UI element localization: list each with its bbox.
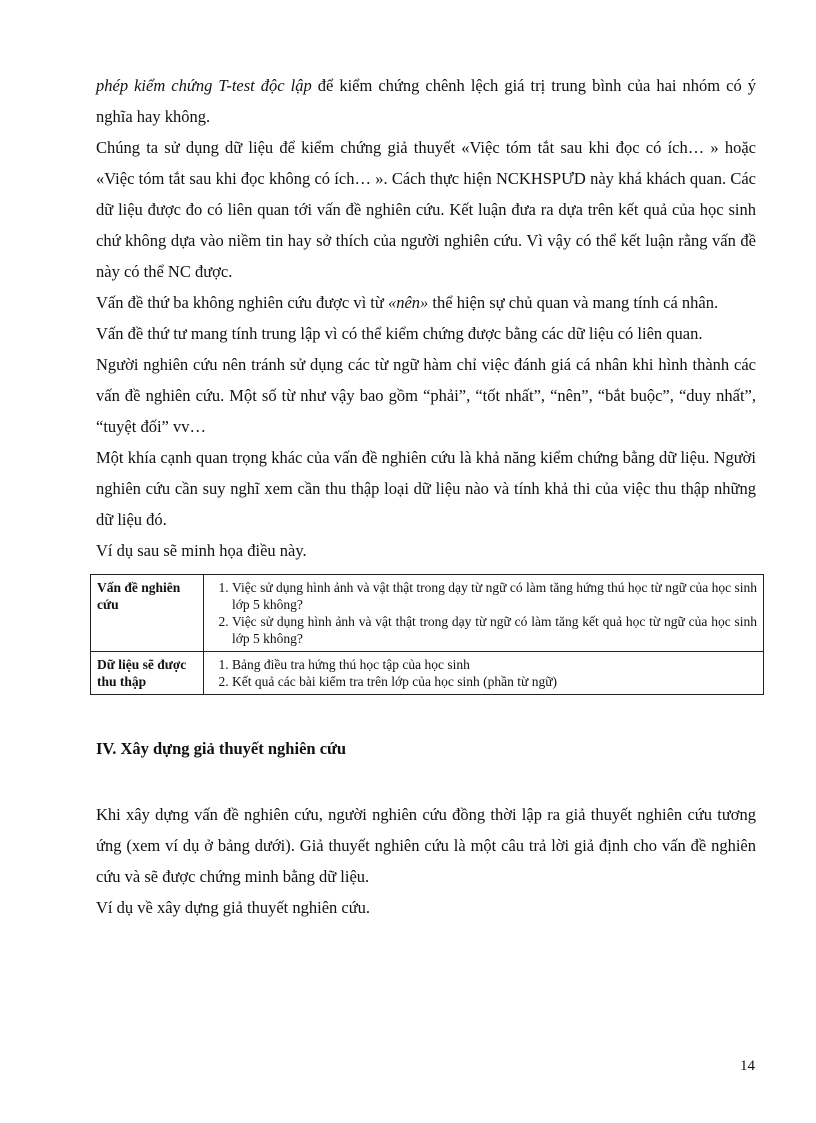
paragraph-8: Khi xây dựng vấn đề nghiên cứu, người nghiên cứu đồng thời lập ra giả thuyết nghiên cứu tương ứng (xem ví dụ ở bảng dưới). Giả thuyết nghiên cứu là một câu trả lời giả định cho vấn đề nghiên cứu và sẽ được chứng minh bằng dữ liệu.: [96, 805, 756, 886]
example-table: [90, 574, 764, 695]
list-item: 2. Kết quả các bài kiểm tra trên lớp của học sinh (phần từ ngữ): [232, 673, 757, 690]
section-heading: IV. Xây dựng giả thuyết nghiên cứu: [96, 739, 347, 758]
paragraph-6: Một khía cạnh quan trọng khác của vấn đề nghiên cứu là khả năng kiểm chứng bằng dữ liệu. Người nghiên cứu cần suy nghĩ xem cần thu thập loại dữ liệu nào và tính khả thi của việc thu thập những dữ liệu đó.: [96, 448, 756, 529]
italic-word: «nên»: [387, 293, 429, 312]
table-header-cell: Vấn đề nghiên cứu: [91, 575, 204, 652]
table-header-cell: Dữ liệu sẽ được thu thập: [91, 652, 204, 695]
paragraph-3: Vấn đề thứ ba không nghiên cứu được vì từ «nên» thể hiện sự chủ quan và mang tính cá nhân.: [96, 293, 719, 312]
list-item: 1. Bảng điều tra hứng thú học tập của học sinh: [232, 656, 757, 673]
table-row: [91, 652, 764, 695]
italic-term: phép kiểm chứng T-test độc lập: [96, 76, 312, 95]
page-number: 14: [740, 1058, 755, 1074]
list-item: 2. Việc sử dụng hình ảnh và vật thật trong dạy từ ngữ có làm tăng kết quả học từ ngữ của học sinh lớp 5 không?: [232, 613, 757, 647]
paragraph-4: Vấn đề thứ tư mang tính trung lập vì có thể kiểm chứng được bằng các dữ liệu có liên quan.: [96, 324, 703, 343]
paragraph-1: phép kiểm chứng T-test độc lập để kiểm chứng chênh lệch giá trị trung bình của hai nhóm có ý nghĩa hay không.: [96, 76, 757, 126]
table-row: [91, 575, 764, 652]
paragraph-2: Chúng ta sử dụng dữ liệu để kiểm chứng giả thuyết «Việc tóm tắt sau khi đọc có ích… » hoặc «Việc tóm tắt sau khi đọc không có ích… ». Cách thực hiện NCKHSPƯD này khá khách quan. Các dữ liệu được đo có liên quan tới vấn đề nghiên cứu. Kết luận đưa ra dựa trên kết quả của học sinh chứ không dựa vào niềm tin hay sở thích của người nghiên cứu. Vì vậy có thể kết luận rằng vấn đề này có thể NC được.: [96, 138, 756, 281]
paragraph-7: Ví dụ sau sẽ minh họa điều này.: [96, 541, 307, 560]
table-cell: [204, 652, 764, 695]
page-content: [96, 70, 756, 923]
list-item: 1. Việc sử dụng hình ảnh và vật thật trong dạy từ ngữ có làm tăng hứng thú học từ ngữ của học sinh lớp 5 không?: [232, 579, 757, 613]
table-cell: [204, 575, 764, 652]
paragraph-5: Người nghiên cứu nên tránh sử dụng các từ ngữ hàm chỉ việc đánh giá cá nhân khi hình thành các vấn đề nghiên cứu. Một số từ như vậy bao gồm “phải”, “tốt nhất”, “nên”, “bắt buộc”, “duy nhất”, “tuyệt đối” vv…: [96, 355, 756, 436]
paragraph-9: Ví dụ về xây dựng giả thuyết nghiên cứu.: [96, 898, 371, 917]
